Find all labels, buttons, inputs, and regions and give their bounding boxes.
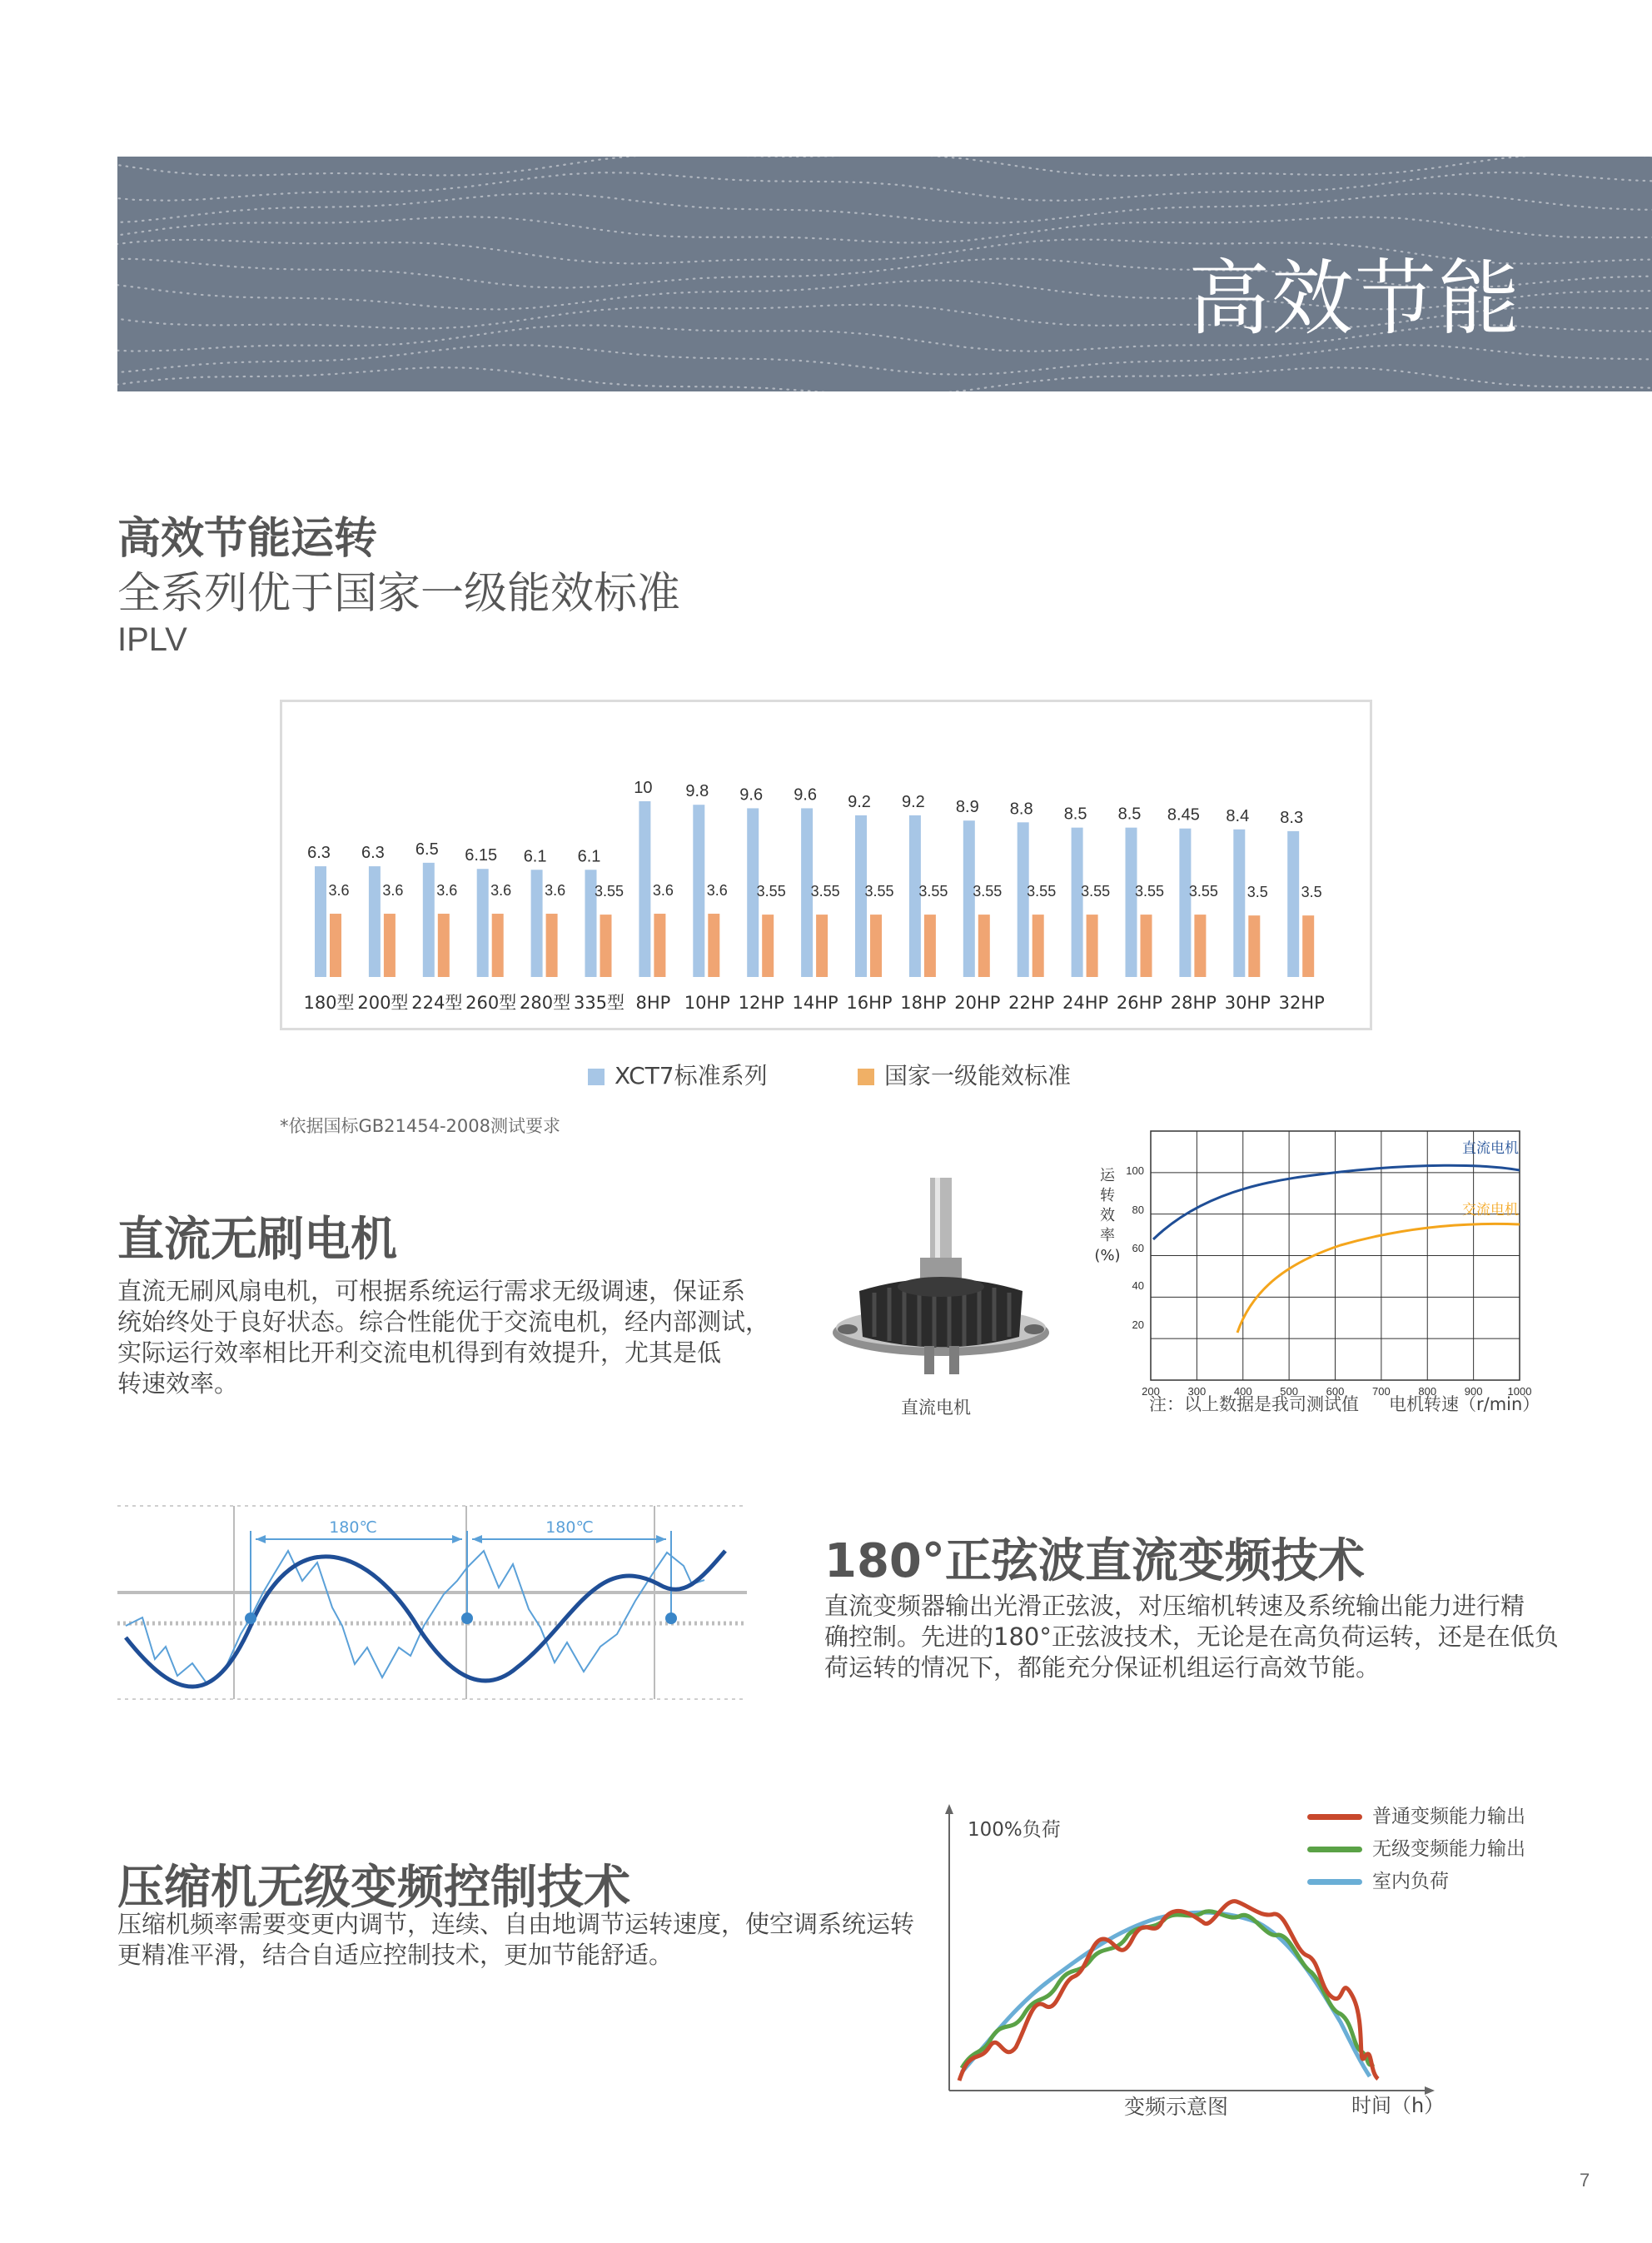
section-title-dc-motor: 直流无刷电机 bbox=[117, 1213, 397, 1267]
x-tick-label: 18HP bbox=[900, 993, 947, 1013]
x-tick-label: 280型 bbox=[520, 993, 571, 1013]
body-line: 压缩机频率需要变更内调节，连续、自由地调节运转速度，使空调系统运转 bbox=[117, 1910, 915, 1938]
y-tick-label: 20 bbox=[1132, 1318, 1144, 1331]
bar-xct7 bbox=[693, 805, 704, 977]
bar-value-label: 3.55 bbox=[864, 883, 894, 900]
x-tick-label: 335型 bbox=[573, 993, 625, 1013]
section-title-sine-wave: 180°正弦波直流变频技术 bbox=[824, 1534, 1365, 1588]
bar-value-label: 8.4 bbox=[1226, 806, 1250, 825]
bar-value-label: 3.55 bbox=[594, 883, 624, 900]
bar-xct7 bbox=[315, 866, 326, 977]
y-axis-label: 率 bbox=[1100, 1227, 1115, 1244]
x-tick-label: 32HP bbox=[1278, 993, 1325, 1013]
stepless-x-label: 时间（h） bbox=[1351, 2094, 1445, 2117]
section-subtitle: 全系列优于国家一级能效标准 bbox=[117, 569, 681, 619]
bar-value-label: 3.55 bbox=[973, 883, 1003, 900]
legend-row-normal bbox=[1307, 1801, 1525, 1833]
x-tick-label: 500 bbox=[1280, 1385, 1298, 1398]
efficiency-note: 注：以上数据是我司测试值 bbox=[1149, 1394, 1359, 1414]
legend-label-national: 国家一级能效标准 bbox=[884, 1062, 1072, 1089]
bar-national bbox=[1248, 915, 1260, 977]
dc-curve-label: 直流电机 bbox=[1462, 1140, 1519, 1157]
bar-xct7 bbox=[1072, 828, 1083, 977]
bar-xct7 bbox=[1179, 829, 1191, 977]
bar-value-label: 3.6 bbox=[436, 882, 458, 900]
bar-value-label: 8.3 bbox=[1280, 808, 1304, 827]
y-tick-label: 80 bbox=[1132, 1204, 1144, 1216]
bar-value-label: 8.5 bbox=[1117, 805, 1142, 824]
bar-value-label: 6.5 bbox=[415, 840, 439, 859]
bar-value-label: 6.3 bbox=[361, 844, 385, 863]
sine-wave-description bbox=[824, 1591, 1559, 1683]
x-tick-label: 10HP bbox=[684, 993, 730, 1013]
bar-value-label: 8.5 bbox=[1063, 805, 1087, 824]
bar-xct7 bbox=[477, 869, 489, 977]
x-tick-label: 12HP bbox=[738, 993, 784, 1013]
legend-swatch-orange bbox=[858, 1069, 874, 1085]
body-line: 直流无刷风扇电机，可根据系统运行需求无级调速，保证系 bbox=[117, 1277, 746, 1305]
efficiency-x-label: 电机转速（r/min） bbox=[1389, 1394, 1540, 1414]
dc-motor-description bbox=[117, 1276, 769, 1399]
legend-label-indoor: 室内负荷 bbox=[1372, 1871, 1449, 1892]
bar-value-label: 8.45 bbox=[1167, 805, 1200, 825]
bar-national bbox=[1087, 915, 1098, 977]
bar-national bbox=[870, 915, 882, 977]
bar-value-label: 8.8 bbox=[1009, 800, 1033, 819]
bar-value-label: 9.2 bbox=[848, 792, 871, 811]
footnote: *依据国标GB21454-2008测试要求 bbox=[280, 1116, 561, 1136]
bar-chart-svg bbox=[282, 702, 1375, 1033]
x-tick-label: 200 bbox=[1142, 1385, 1160, 1398]
body-line: 统始终处于良好状态。综合性能优于交流电机，经内部测试， bbox=[117, 1308, 770, 1336]
bar-national bbox=[1302, 915, 1314, 977]
x-tick-label: 28HP bbox=[1170, 993, 1217, 1013]
bar-national bbox=[924, 915, 936, 977]
x-tick-label: 16HP bbox=[846, 993, 893, 1013]
x-tick-label: 180型 bbox=[303, 993, 355, 1013]
bar-value-label: 10 bbox=[634, 779, 653, 797]
legend-label-xct7: XCT7标准系列 bbox=[615, 1062, 768, 1089]
sine-wave-diagram bbox=[117, 1501, 747, 1705]
y-axis-label: (%) bbox=[1094, 1247, 1121, 1264]
bar-xct7 bbox=[1126, 828, 1137, 977]
x-tick-label: 20HP bbox=[954, 993, 1001, 1013]
bar-xct7 bbox=[1287, 831, 1299, 977]
x-tick-label: 600 bbox=[1326, 1385, 1345, 1398]
bar-value-label: 3.55 bbox=[756, 883, 786, 900]
header-banner bbox=[117, 157, 1652, 391]
body-line: 转速效率。 bbox=[117, 1369, 239, 1398]
motor-image-caption: 直流电机 bbox=[901, 1398, 971, 1418]
bar-national bbox=[1032, 915, 1044, 977]
y-tick-label: 40 bbox=[1132, 1279, 1144, 1292]
body-line: 更精准平滑，结合自适应控制技术，更加节能舒适。 bbox=[117, 1941, 674, 1969]
bar-value-label: 3.55 bbox=[918, 883, 948, 900]
x-tick-label: 224型 bbox=[411, 993, 463, 1013]
bar-value-label: 9.6 bbox=[794, 785, 818, 805]
bar-national bbox=[1194, 915, 1206, 977]
bar-national bbox=[978, 915, 990, 977]
legend-line-red bbox=[1307, 1814, 1362, 1820]
bar-national bbox=[708, 914, 719, 977]
body-line: 实际运行效率相比开利交流电机得到有效提升，尤其是低 bbox=[117, 1338, 722, 1367]
bar-value-label: 3.55 bbox=[1134, 883, 1165, 900]
legend-line-green bbox=[1307, 1847, 1362, 1852]
page-number: 7 bbox=[1580, 2170, 1590, 2191]
y-tick-label: 60 bbox=[1132, 1242, 1144, 1254]
legend-line-blue bbox=[1307, 1879, 1362, 1885]
metric-label: IPLV bbox=[117, 621, 187, 658]
bar-national bbox=[546, 914, 558, 977]
x-tick-label: 14HP bbox=[792, 993, 838, 1013]
x-tick-label: 30HP bbox=[1224, 993, 1271, 1013]
y-tick-label: 100 bbox=[1126, 1164, 1144, 1177]
bar-value-label: 3.55 bbox=[1188, 883, 1218, 900]
motor-efficiency-chart bbox=[1091, 1129, 1557, 1420]
bar-value-label: 3.6 bbox=[328, 882, 350, 900]
bar-xct7 bbox=[423, 863, 435, 977]
bar-value-label: 3.5 bbox=[1301, 884, 1322, 901]
ac-motor-curve bbox=[1237, 1224, 1520, 1333]
bar-national bbox=[654, 914, 665, 977]
bar-xct7 bbox=[531, 870, 543, 977]
x-tick-label: 8HP bbox=[635, 993, 671, 1013]
body-line: 确控制。先进的180°正弦波技术，无论是在高负荷运转，还是在低负 bbox=[824, 1622, 1559, 1651]
dc-motor-image bbox=[816, 1166, 1066, 1391]
bar-xct7 bbox=[639, 801, 650, 977]
bar-value-label: 3.5 bbox=[1246, 884, 1268, 901]
legend-item-xct7 bbox=[588, 1058, 768, 1091]
bar-national bbox=[816, 915, 828, 977]
bar-national bbox=[600, 915, 612, 977]
x-tick-label: 900 bbox=[1464, 1385, 1483, 1398]
bar-value-label: 6.1 bbox=[523, 847, 547, 866]
bar-value-label: 8.9 bbox=[955, 798, 979, 817]
stepless-legend bbox=[1307, 1801, 1525, 1898]
bar-xct7 bbox=[369, 866, 381, 977]
bar-xct7 bbox=[1233, 830, 1245, 977]
x-tick-label: 24HP bbox=[1062, 993, 1109, 1013]
bar-value-label: 6.1 bbox=[577, 847, 601, 866]
legend-item-national bbox=[858, 1058, 1071, 1091]
y-axis-label: 运 bbox=[1100, 1167, 1115, 1184]
iplv-bar-chart bbox=[280, 700, 1372, 1030]
bar-national bbox=[1141, 915, 1152, 977]
bar-value-label: 9.6 bbox=[739, 785, 764, 805]
bar-value-label: 9.8 bbox=[685, 782, 709, 801]
banner-wave-line bbox=[117, 367, 1652, 391]
legend-swatch-blue bbox=[588, 1069, 605, 1085]
bar-national bbox=[492, 914, 504, 977]
x-tick-label: 200型 bbox=[357, 993, 409, 1013]
stepless-description bbox=[117, 1909, 914, 1971]
y-axis-label: 转 bbox=[1100, 1187, 1115, 1204]
stepless-y-label: 100%负荷 bbox=[968, 1819, 1061, 1841]
ac-curve-label: 交流电机 bbox=[1462, 1202, 1519, 1219]
y-axis-label: 效 bbox=[1100, 1207, 1115, 1224]
bar-value-label: 6.15 bbox=[465, 846, 498, 865]
bar-value-label: 6.3 bbox=[307, 844, 331, 863]
bar-national bbox=[384, 914, 396, 977]
bar-xct7 bbox=[1018, 822, 1029, 977]
wave-label-2: 180℃ bbox=[545, 1518, 594, 1537]
section-title-efficiency: 高效节能运转 bbox=[117, 514, 378, 564]
x-tick-label: 260型 bbox=[465, 993, 517, 1013]
bar-value-label: 3.55 bbox=[810, 883, 840, 900]
x-tick-label: 700 bbox=[1372, 1385, 1391, 1398]
bar-value-label: 3.6 bbox=[706, 882, 728, 900]
bar-national bbox=[762, 915, 774, 977]
body-line: 荷运转的情况下，都能充分保证机组运行高效节能。 bbox=[824, 1653, 1381, 1682]
x-tick-label: 400 bbox=[1233, 1385, 1252, 1398]
bar-value-label: 3.55 bbox=[1081, 883, 1111, 900]
bar-value-label: 3.6 bbox=[490, 882, 512, 900]
x-tick-label: 300 bbox=[1187, 1385, 1207, 1398]
bar-value-label: 3.6 bbox=[545, 882, 566, 900]
bar-value-label: 3.55 bbox=[1027, 883, 1057, 900]
section-title-stepless: 压缩机无级变频控制技术 bbox=[117, 1861, 630, 1915]
banner-wave-line bbox=[117, 193, 1652, 223]
bar-national bbox=[438, 914, 450, 977]
x-tick-label: 1000 bbox=[1507, 1385, 1532, 1398]
x-tick-label: 800 bbox=[1418, 1385, 1437, 1398]
legend-row-indoor bbox=[1307, 1866, 1525, 1898]
wave-label-1: 180℃ bbox=[329, 1518, 377, 1537]
bar-value-label: 3.6 bbox=[652, 882, 674, 900]
legend-label-stepless: 无级变频能力输出 bbox=[1372, 1838, 1525, 1860]
body-line: 直流变频器输出光滑正弦波，对压缩机转速及系统输出能力进行精 bbox=[824, 1592, 1525, 1620]
x-tick-label: 22HP bbox=[1008, 993, 1055, 1013]
banner-title: 高效节能 bbox=[1187, 252, 1521, 346]
x-tick-label: 26HP bbox=[1116, 993, 1163, 1013]
stepless-caption: 变频示意图 bbox=[1124, 2095, 1229, 2119]
legend-row-stepless bbox=[1307, 1833, 1525, 1866]
legend-label-normal: 普通变频能力输出 bbox=[1372, 1806, 1525, 1827]
bar-value-label: 3.6 bbox=[382, 882, 404, 900]
banner-wave-line bbox=[117, 172, 1652, 201]
bar-value-label: 9.2 bbox=[901, 792, 925, 811]
bar-national bbox=[330, 914, 341, 977]
banner-wave-line bbox=[117, 157, 1652, 176]
